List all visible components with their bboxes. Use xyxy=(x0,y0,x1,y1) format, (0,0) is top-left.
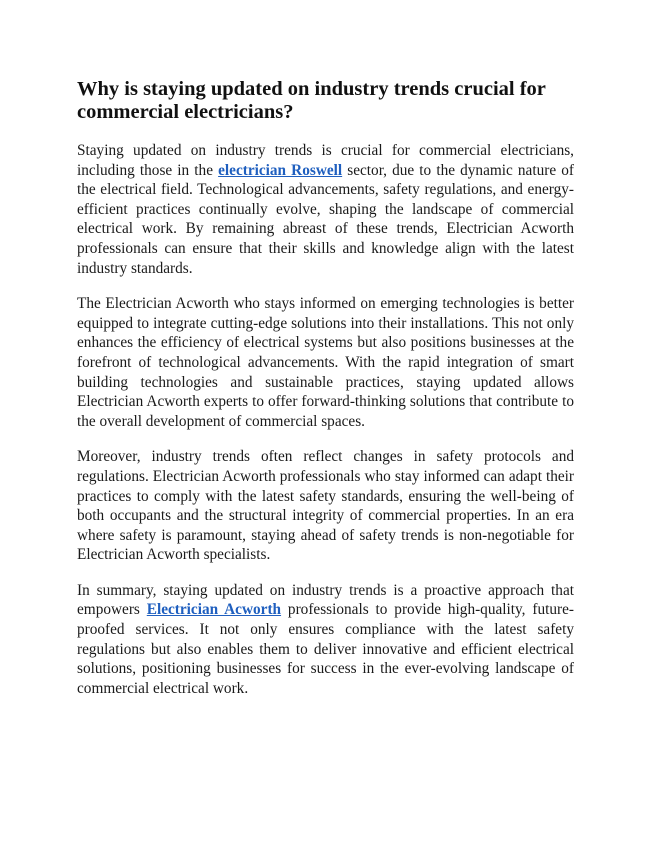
paragraph-summary-text-before: In summary, staying updated on industry trends is a proactive approach that empowers xyxy=(77,581,574,619)
paragraph-summary xyxy=(77,581,574,699)
article-title: Why is staying updated on industry trends crucial for commercial electricians? xyxy=(77,78,546,123)
paragraph-intro-text-before: Staying updated on industry trends is crucial for commercial electricians, including those in the xyxy=(77,142,574,179)
paragraph-technologies: The Electrician Acworth who stays informed on emerging technologies is better equipped to integrate cutting-edge solutions into their installations. This not only enhances the efficiency of electrical systems but also positions businesses at the forefront of technological advancements. With the rapid integration of smart building technologies and sustainable practices, staying updated allows Electrician Acworth experts to offer forward-thinking solutions that contribute to the overall development of commercial spaces. xyxy=(77,295,574,430)
link-electrician-roswell[interactable]: electrician Roswell xyxy=(218,161,343,179)
paragraph-intro-text-after: sector, due to the dynamic nature of the electrical field. Technological advancements, safety regulations, and energy-efficient practices continually evolve, shaping the landscape of commercial electrical work. By remaining abreast of these trends, Electrician Acworth professionals can ensure that their skills and knowledge align with the latest industry standards. xyxy=(77,161,574,277)
document-page xyxy=(77,78,574,714)
paragraph-safety: Moreover, industry trends often reflect changes in safety protocols and regulations. Electrician Acworth professionals who stay informed can adapt their practices to comply with the latest safety standards, ensuring the well-being of both occupants and the structural integrity of commercial properties. In an era where safety is paramount, staying ahead of safety trends is non-negotiable for Electrician Acworth specialists. xyxy=(77,448,574,564)
paragraph-intro xyxy=(77,141,574,278)
link-electrician-acworth[interactable]: Electrician Acworth xyxy=(146,601,282,619)
paragraph-summary-text-after: professionals to provide high-quality, future-proofed services. It not only ensures compliance with the latest safety regulations but also enables them to deliver innovative and efficient electrical solutions, positioning businesses for success in the ever-evolving landscape of commercial electrical work. xyxy=(77,601,574,697)
